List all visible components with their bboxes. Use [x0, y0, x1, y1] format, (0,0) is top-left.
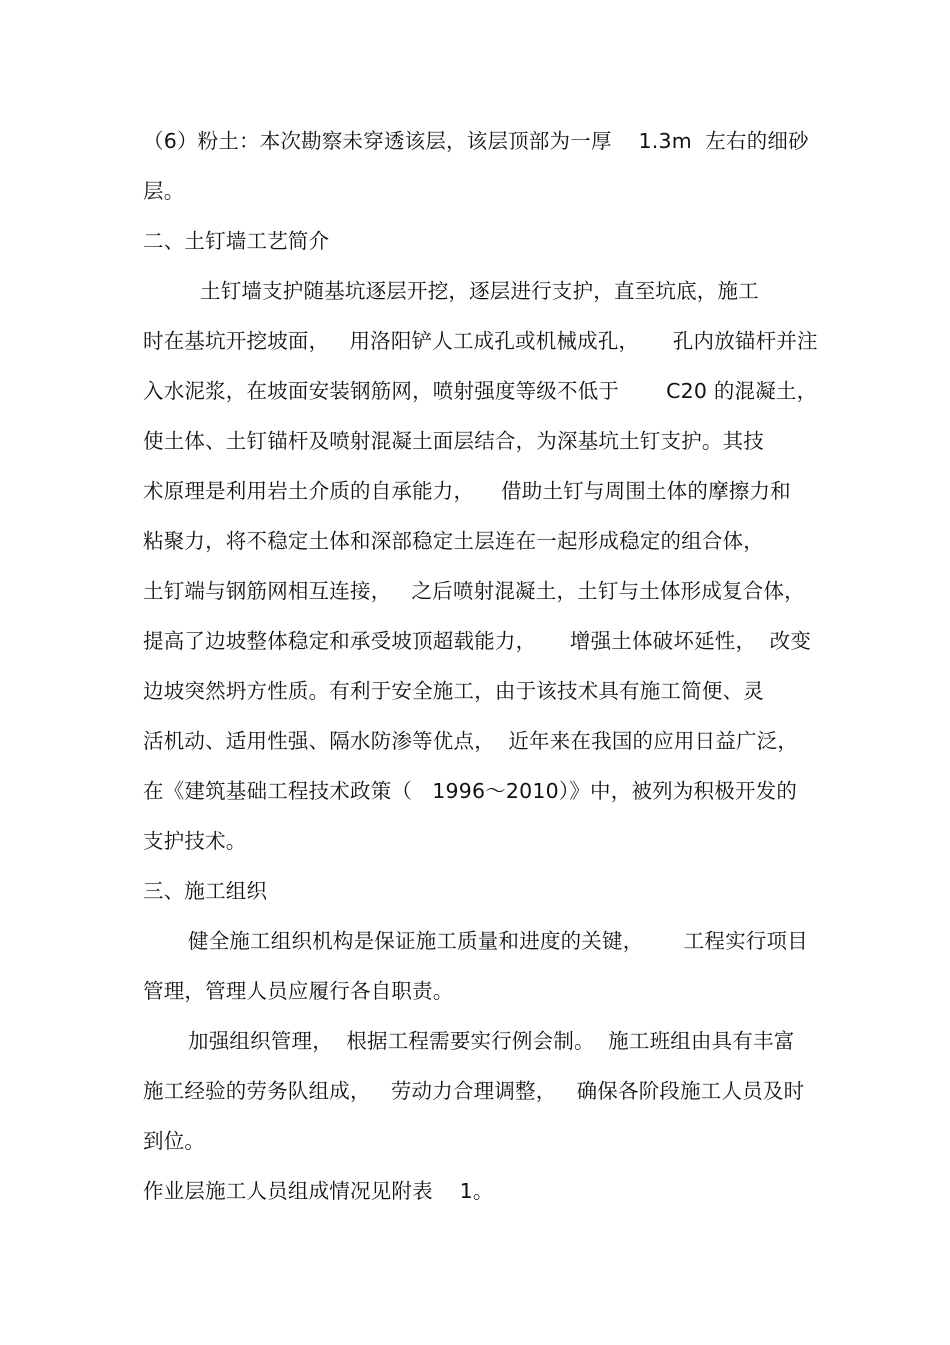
paragraph-line: 使土体、土钉锚杆及喷射混凝土面层结合，为深基坑土钉支护。其技 — [143, 429, 764, 453]
paragraph-line: 层。 — [143, 179, 185, 203]
paragraph-line: 加强组织管理， 根据工程需要实行例会制。 施工班组由具有丰富 — [188, 1029, 795, 1053]
paragraph-line: 边坡突然坍方性质。有利于安全施工，由于该技术具有施工简便、灵 — [143, 679, 764, 703]
paragraph-line: 活机动、适用性强、隔水防渗等优点， 近年来在我国的应用日益广泛， — [143, 729, 799, 753]
paragraph-line: 施工经验的劳务队组成， 劳动力合理调整， 确保各阶段施工人员及时 — [143, 1079, 805, 1103]
paragraph-line: 术原理是利用岩土介质的自承能力， 借助土钉与周围土体的摩擦力和 — [143, 479, 791, 503]
paragraph-line: 土钉端与钢筋网相互连接， 之后喷射混凝土，土钉与土体形成复合体， — [143, 579, 805, 603]
paragraph-line: 管理，管理人员应履行各自职责。 — [143, 979, 454, 1003]
paragraph-line: 支护技术。 — [143, 829, 247, 853]
paragraph-line: （6）粉土：本次勘察未穿透该层，该层顶部为一厚 1.3m 左右的细砂 — [143, 129, 809, 153]
paragraph-line: 入水泥浆，在坡面安装钢筋网，喷射强度等级不低于 C20 的混凝土， — [143, 379, 818, 403]
paragraph-line: 土钉墙支护随基坑逐层开挖，逐层进行支护，直至坑底，施工 — [200, 279, 759, 303]
paragraph-line: 提高了边坡整体稳定和承受坡顶超载能力， 增强土体破坏延性， 改变 — [143, 629, 812, 653]
paragraph-line: 时在基坑开挖坡面， 用洛阳铲人工成孔或机械成孔， 孔内放锚杆并注 — [143, 329, 818, 353]
section-heading: 三、施工组织 — [143, 879, 268, 903]
paragraph-line: 在《建筑基础工程技术政策（ 1996～2010）》中，被列为积极开发的 — [143, 779, 798, 803]
paragraph-line: 到位。 — [143, 1129, 206, 1153]
paragraph-line: 粘聚力，将不稳定土体和深部稳定土层连在一起形成稳定的组合体， — [143, 529, 764, 553]
paragraph-line: 健全施工组织机构是保证施工质量和进度的关键， 工程实行项目 — [188, 929, 808, 953]
paragraph-line: 作业层施工人员组成情况见附表 1。 — [143, 1179, 494, 1203]
section-heading: 二、土钉墙工艺简介 — [143, 229, 330, 253]
